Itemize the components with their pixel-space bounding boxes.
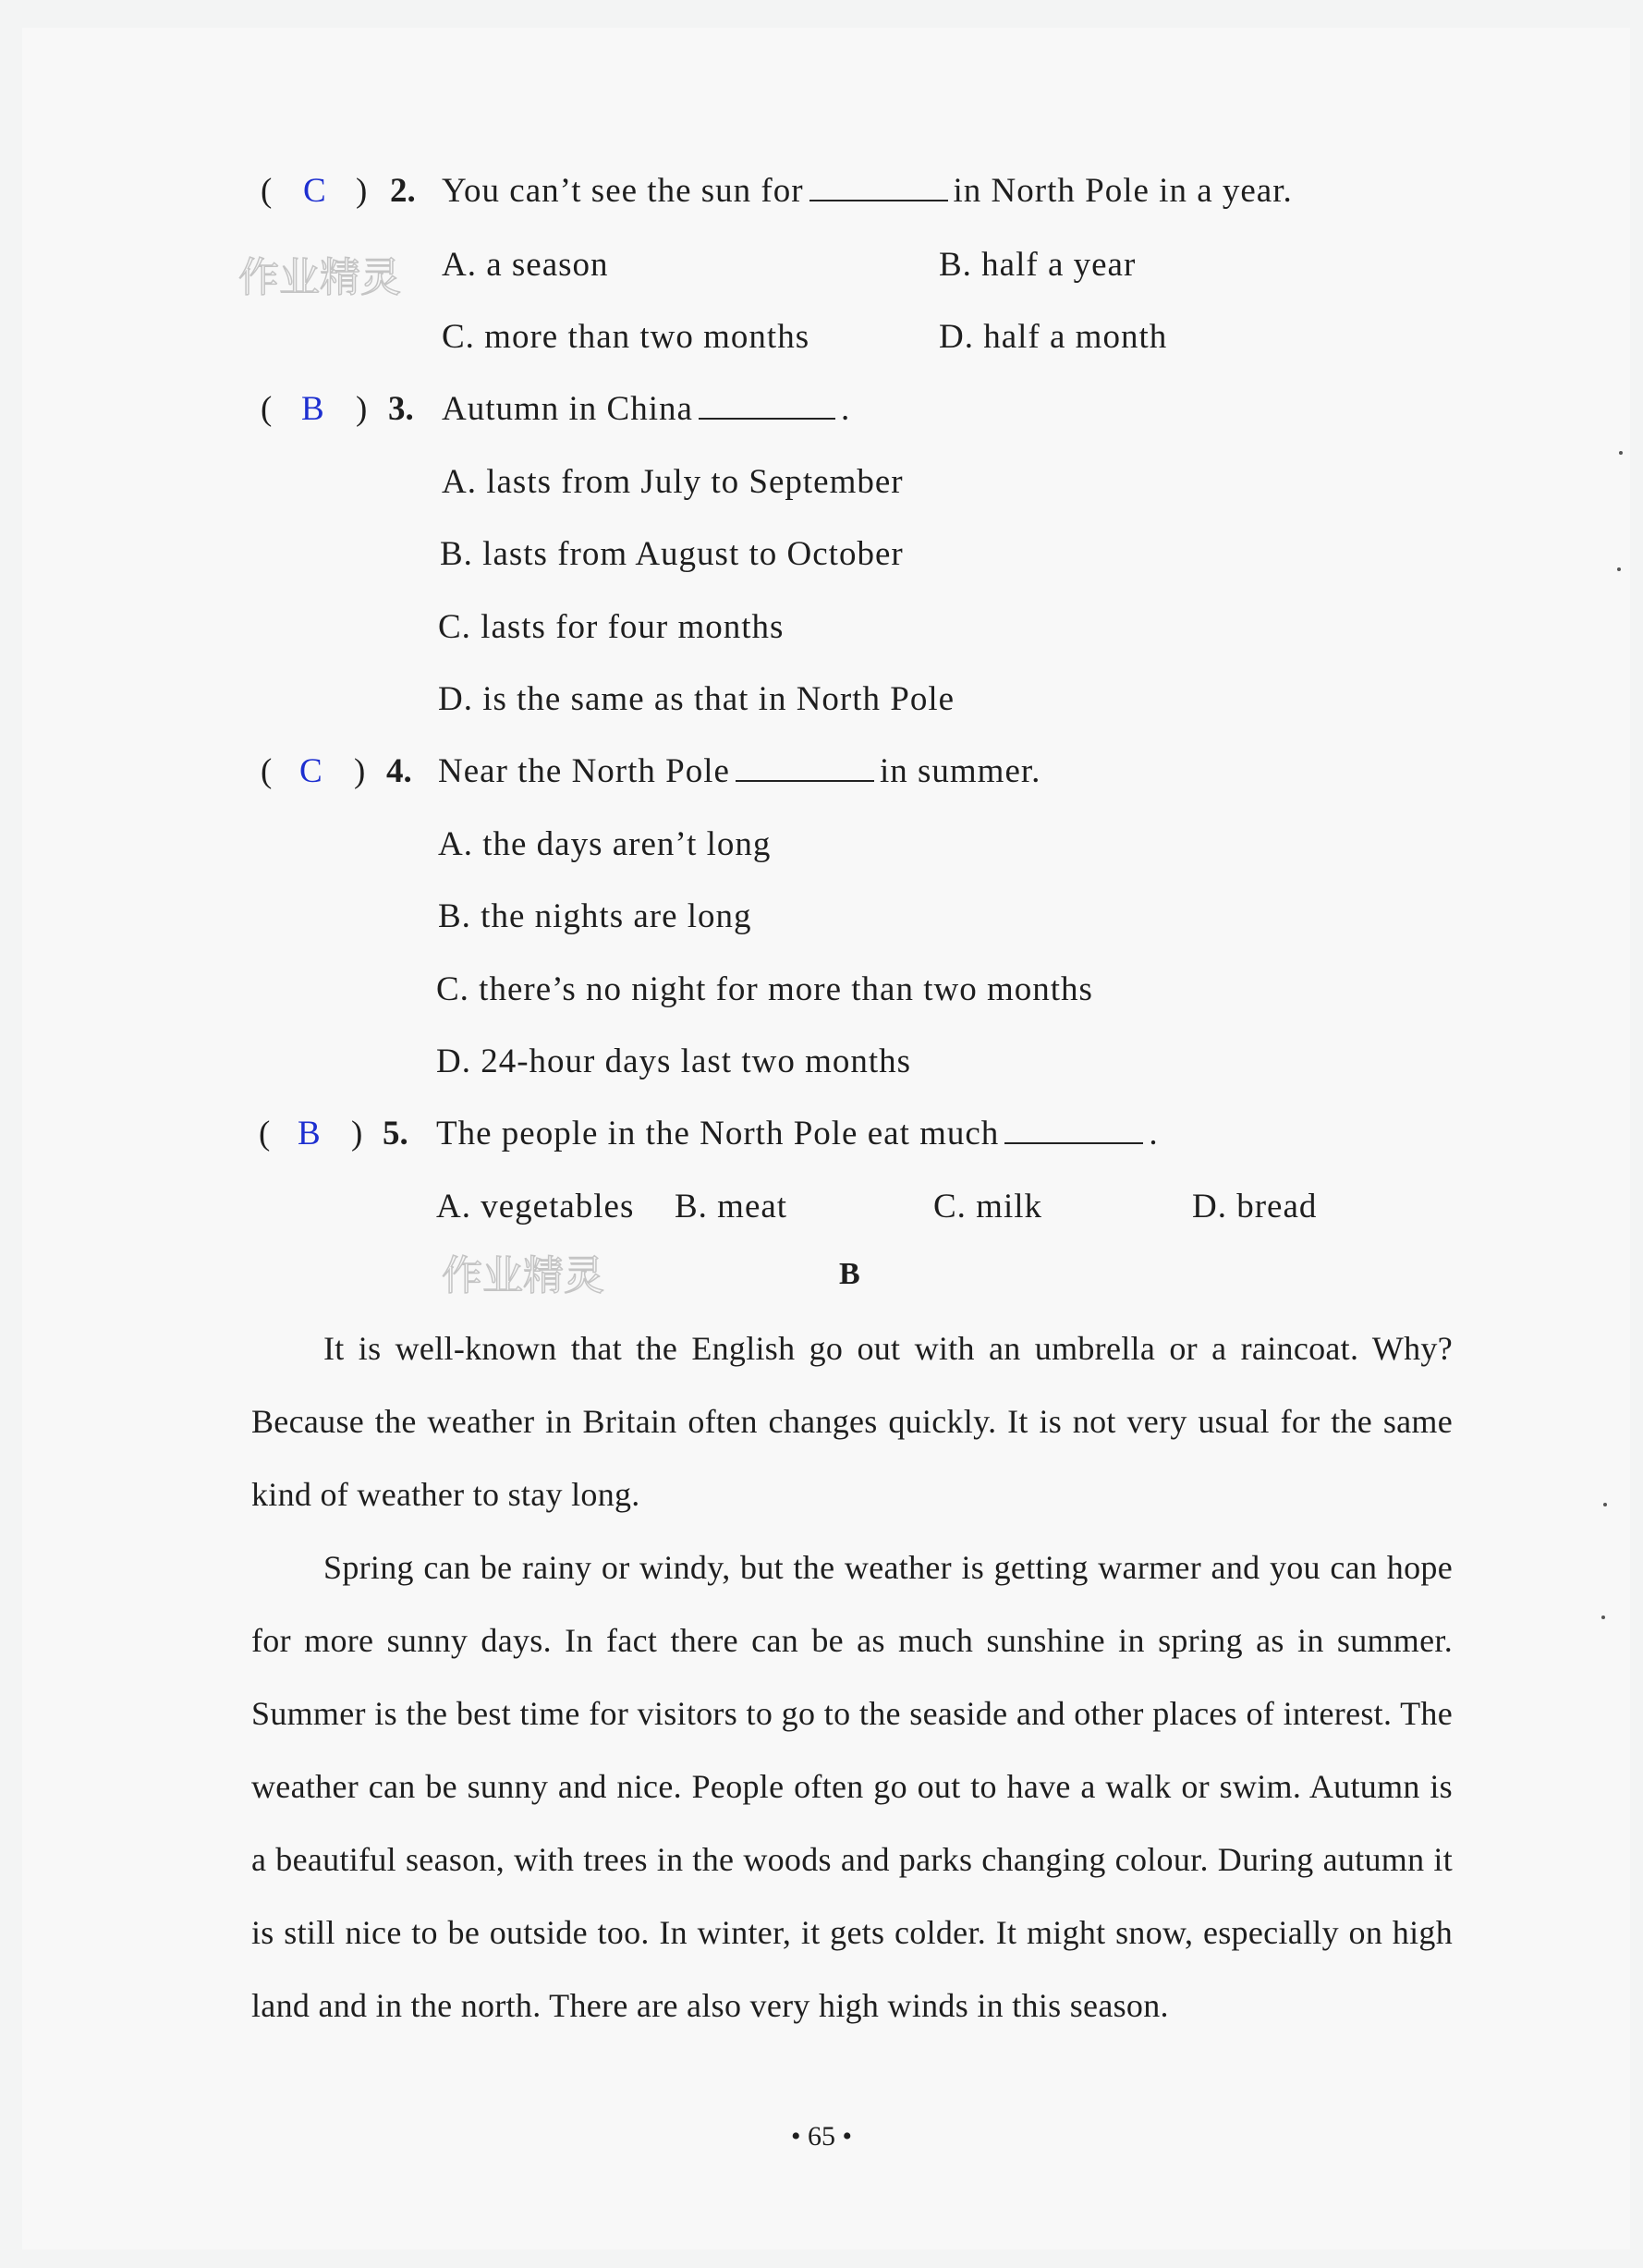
passage-paragraph-2: Spring can be rainy or windy, but the weather is getting warmer and you can hope for more sunny days. In fact there can be as much sunshine in spring as in summer. Summer is the best time for visitors to go to the seaside and other places of interest. The weather can be sunny and nice. People often go out to have a walk or swim. Autumn is a beautiful season, with trees in the woods and parks changing colour. During autumn it is still nice to be outside too. In winter, it gets colder. It might snow, especially on high land and in the north. There are also very high winds in this season. (251, 1549, 1453, 2024)
svg-text:作业精灵: 作业精灵 (442, 1252, 604, 1299)
question-number: 4. (386, 752, 412, 790)
paren-close: ) (354, 752, 366, 790)
paren-open: ( (261, 390, 273, 428)
svg-text:作业精灵: 作业精灵 (238, 254, 401, 301)
option-a: A. a season (442, 246, 609, 284)
question-number: 3. (388, 390, 414, 428)
question-stem: You can’t see the sun for in North Pole in a year. (442, 172, 1293, 210)
page-number: • 65 • (790, 2121, 852, 2152)
option-b: B. meat (675, 1188, 788, 1225)
paren-close: ) (351, 1115, 363, 1152)
option-c: C. milk (933, 1188, 1043, 1225)
question-stem: The people in the North Pole eat much . (436, 1115, 1159, 1152)
question-number: 5. (383, 1115, 408, 1152)
answer-blank (736, 752, 874, 782)
answer-blank (699, 390, 835, 420)
answer-4: C (299, 752, 323, 790)
paren-close: ) (356, 172, 368, 210)
paren-close: ) (356, 390, 368, 428)
option-a: A. the days aren’t long (438, 825, 772, 863)
option-b: B. half a year (939, 246, 1137, 284)
option-a: A. vegetables (436, 1188, 635, 1225)
answer-2: C (303, 172, 326, 210)
paren-open: ( (261, 172, 273, 210)
scan-speck (1603, 1503, 1607, 1506)
option-d: D. is the same as that in North Pole (438, 680, 955, 718)
option-d: D. 24-hour days last two months (436, 1043, 912, 1080)
paren-open: ( (261, 752, 273, 790)
option-d: D. bread (1192, 1188, 1318, 1225)
question-number: 2. (390, 172, 416, 210)
option-a: A. lasts from July to September (442, 463, 904, 501)
option-b: B. the nights are long (438, 897, 752, 935)
scan-speck (1601, 1616, 1605, 1619)
option-c: C. lasts for four months (438, 608, 785, 646)
question-stem: Autumn in China . (442, 390, 851, 428)
passage-paragraph-1: It is well-known that the English go out with an umbrella or a raincoat. Why? Because the weather in Britain often changes quickly. It is not very usual for the same kind of weather to stay long. (251, 1330, 1453, 1513)
answer-blank (1004, 1115, 1143, 1144)
scan-speck (1619, 451, 1623, 455)
question-stem: Near the North Pole in summer. (438, 752, 1041, 790)
option-c: C. there’s no night for more than two months (436, 970, 1093, 1008)
option-d: D. half a month (939, 318, 1168, 356)
scan-speck (1617, 567, 1621, 571)
option-b: B. lasts from August to October (440, 535, 904, 573)
option-c: C. more than two months (442, 318, 810, 356)
watermark-logo-2 (442, 1248, 700, 1312)
paren-open: ( (259, 1115, 271, 1152)
answer-3: B (301, 390, 324, 428)
answer-blank (809, 172, 948, 201)
answer-5: B (298, 1115, 321, 1152)
section-title: B (839, 1257, 860, 1291)
